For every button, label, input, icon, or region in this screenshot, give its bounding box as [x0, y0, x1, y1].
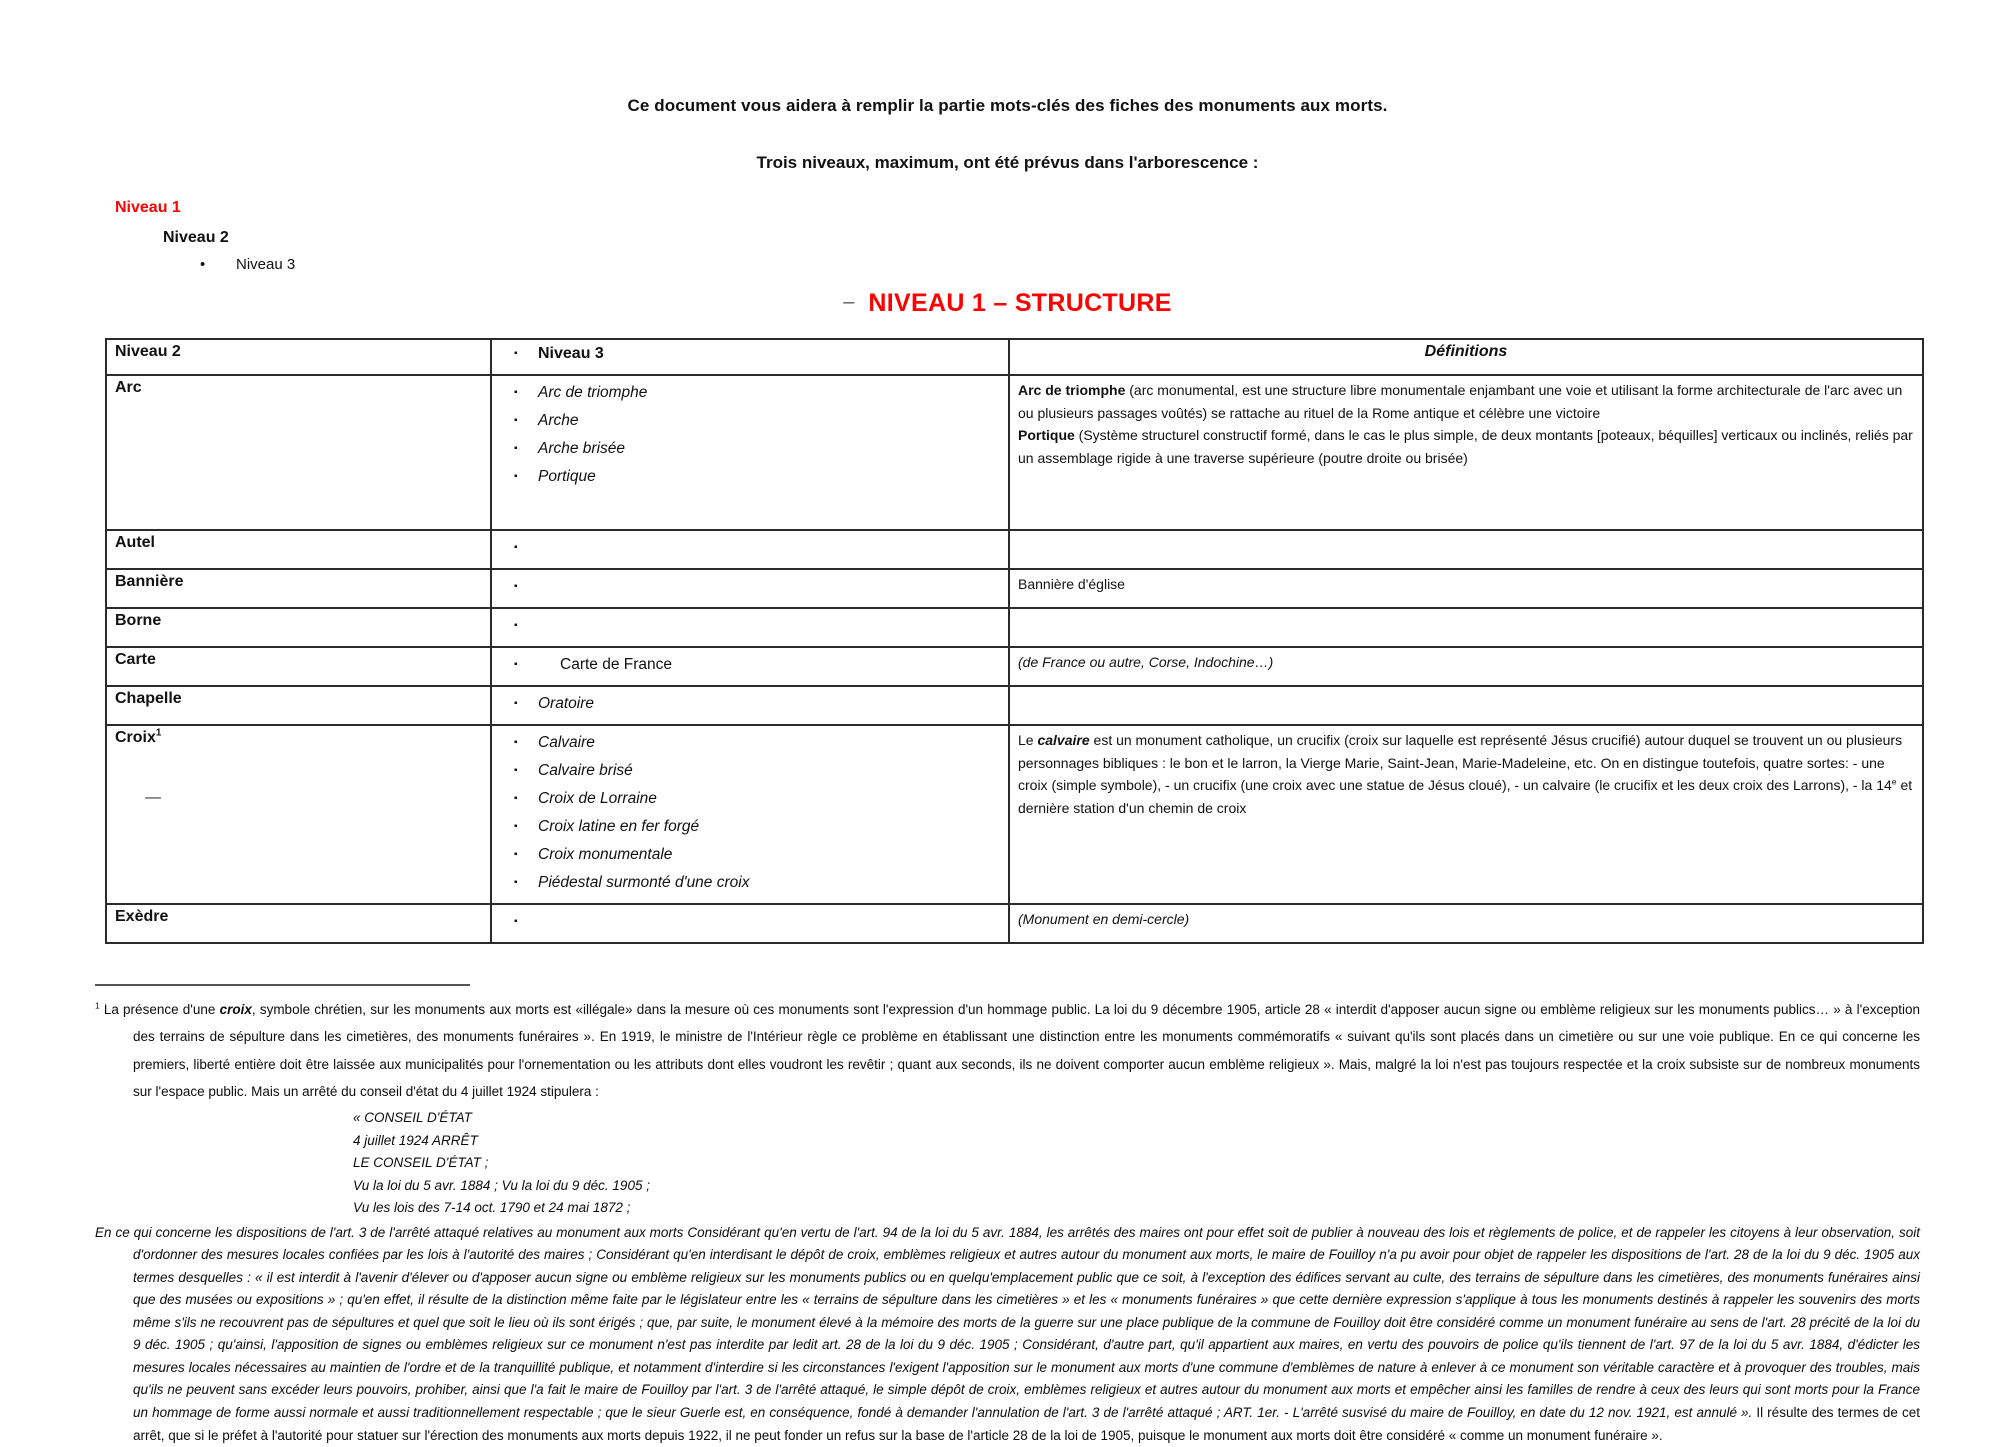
list-item-label: Arche	[538, 412, 579, 429]
level2-cell	[106, 725, 491, 904]
text-segment: croix	[219, 1002, 252, 1017]
list-item-label: Portique	[538, 468, 596, 485]
square-bullet-icon: ▪	[514, 698, 518, 709]
level-3-line	[200, 256, 1920, 273]
square-bullet-icon: ▪	[514, 793, 518, 804]
text-segment: (arc monumental, est une structure libre monumentale enjambant une voie et utilisant la forme architecturale de l'arc avec un ou plusieurs passages voûtés) se rattache au rituel de la Rome antique et célèbre une victoire	[1018, 382, 1903, 421]
level2-label: Carte	[115, 651, 156, 668]
definitions-cell	[1009, 569, 1923, 608]
list-item	[514, 466, 1000, 491]
footnote-para-2	[95, 1222, 1920, 1447]
square-bullet-icon: ▪	[514, 471, 518, 482]
table-header-row	[106, 339, 1923, 375]
list-item-label: Arche brisée	[538, 440, 626, 457]
list-item	[514, 576, 1000, 601]
table-header-definitions: Définitions	[1009, 339, 1923, 375]
table-row	[106, 647, 1923, 686]
section-heading	[95, 289, 1920, 318]
text-segment: Bannière d'église	[1018, 576, 1125, 592]
list-item	[514, 732, 1000, 757]
footnote-quote-line: Vu la loi du 5 avr. 1884 ; Vu la loi du 9 déc. 1905 ;	[353, 1177, 650, 1193]
square-bullet-icon: ▪	[514, 765, 518, 776]
square-bullet-icon: ▪	[514, 849, 518, 860]
list-item	[514, 615, 1000, 640]
level2-cell	[106, 904, 491, 943]
definitions-cell	[1009, 725, 1923, 904]
level2-label: Bannière	[115, 573, 184, 590]
definitions-cell	[1009, 647, 1923, 686]
list-item	[514, 844, 1000, 869]
list-item-label: Oratoire	[538, 695, 594, 712]
list-item-label: Piédestal surmonté d'une croix	[538, 874, 750, 891]
level2-cell	[106, 375, 491, 530]
text-segment: Arc de triomphe	[1018, 382, 1130, 398]
square-bullet-icon: ▪	[514, 387, 518, 398]
square-bullet-icon: ▪	[514, 620, 518, 631]
table-row	[106, 686, 1923, 725]
text-segment: (Monument en demi-cercle)	[1018, 911, 1190, 927]
footnote-separator	[95, 984, 470, 986]
text-segment: 1	[95, 1000, 100, 1011]
footnote-quote-line: « CONSEIL D'ÉTAT	[353, 1110, 472, 1126]
text-segment: Le	[1018, 732, 1038, 748]
level3-cell	[491, 725, 1009, 904]
footnote	[95, 996, 1920, 1447]
footnote-quote-line: LE CONSEIL D'ÉTAT ;	[353, 1155, 489, 1171]
footnote-ref: 1	[155, 727, 162, 739]
table-header-niveau2: Niveau 2	[106, 339, 491, 375]
list-item	[514, 911, 1000, 936]
dash-mark-icon: —	[145, 789, 161, 806]
square-bullet-icon: ▪	[514, 916, 518, 927]
section-heading-dash-icon: –	[843, 291, 855, 313]
level2-cell	[106, 647, 491, 686]
footnote-quote-line: 4 juillet 1924 ARRÊT	[353, 1132, 478, 1148]
list-item	[514, 410, 1000, 435]
list-item	[514, 654, 1000, 679]
list-item-label: Croix de Lorraine	[538, 790, 657, 807]
level2-cell	[106, 686, 491, 725]
definitions-cell	[1009, 608, 1923, 647]
list-item	[514, 693, 1000, 718]
level3-cell	[491, 608, 1009, 647]
level2-cell	[106, 530, 491, 569]
text-segment: (Système structurel constructif formé, dans le cas le plus simple, de deux montants [poteaux, béquilles] verticaux ou inclinés, reliés par un assemblage rigide à une traverse supérieure (poutre droite ou brisée)	[1018, 427, 1913, 467]
square-bullet-icon: ▪	[514, 877, 518, 888]
list-item	[514, 537, 1000, 562]
level2-label: Croix	[115, 729, 156, 746]
level2-label: Autel	[115, 534, 155, 551]
table-row	[106, 569, 1923, 608]
square-bullet-icon: ▪	[514, 348, 518, 359]
level3-cell	[491, 375, 1009, 530]
text-segment: En ce qui concerne les dispositions de l'art. 3 de l'arrêté attaqué relatives au monument aux morts Considérant qu'en vertu de l'art. 94 de la loi du 5 avr. 1884, les arrêtés des maires ont pour effet soit de publier à nouveau des lois et règlements de police, et de rappeler les citoyens à leur observation, soit d'ordonner des mesures locales confiées par les lois à l'autorité des maires ; Considérant qu'en interdisant le dépôt de croix, emblèmes religieux et autres autour du monument aux morts, le maire de Fouilloy n'a pu avoir pour objet de rappeler les dispositions de l'art. 28 de la loi du 9 déc. 1905 aux termes desquelles : « il est interdit à l'avenir d'élever ou d'apposer aucun signe ou emblème religieux sur les monuments publics ou en quelqu'emplacement public que ce soit, à l'exception des édifices servant au culte, des terrains de sépulture dans les cimetières, des monuments funéraires ainsi que des musées ou expositions » ; qu'en effet, il résulte de la distinction même faite par le législateur entre les « terrains de sépulture dans les cimetières » et les « monuments funéraires » que cette dernière expression s'applique à tous les monuments destinés à rappeler les souvenirs des morts même s'ils ne recouvrent pas de sépultures et quel que soit le lieu où ils sont érigés ; que, par suite, le monument élevé à la mémoire des morts de la guerre sur une place publique de la commune de Fouilloy doit être considéré comme un monument funéraire au sens de l'art. 28 précité de la loi du 9 déc. 1905 ; qu'ainsi, l'apposition de signes ou emblèmes religieux sur ce monument n'est pas interdite par ledit art. 28 de la loi du 9 déc. 1905 ; Considérant, d'autre part, qu'il appartient aux maires, en vertu des pouvoirs de police qu'ils tiennent de l'art. 97 de la loi du 5 avr. 1884, d'édicter les mesures locales nécessaires au maintien de l'ordre et de la tranquillité publique, et notamment d'interdire si les circonstances l'exigent l'apposition sur le monument aux morts d'une commune d'emblèmes de nature à enlever à ce monument son véritable caractère et à provoquer des troubles, mais qu'ils ne peuvent sans excéder leurs pouvoirs, prohiber, ainsi que l'a fait le maire de Fouilloy par l'art. 3 de l'arrêté attaqué, le simple dépôt de croix, emblèmes religieux et autres autour du monument aux morts et empêcher ainsi les familles de rendre à ceux des leurs qui sont morts pour la France un hommage de forme aussi normale et aussi traditionnellement respectable ; que le sieur Guerle est, en conséquence, fondé à demander l'annulation de l'art. 3 de l'arrêté attaqué ; ART. 1er. - L'arrêté susvisé du maire de Fouilloy, en date du 12 nov. 1921, est annulé ».	[95, 1224, 1920, 1420]
square-bullet-icon: ▪	[514, 581, 518, 592]
table-row	[106, 530, 1923, 569]
list-item	[514, 760, 1000, 785]
table-row	[106, 608, 1923, 647]
text-segment: et dernière station d'un chemin de croix	[1018, 777, 1913, 817]
footnote-para-1	[95, 996, 1920, 1105]
list-item-label: Calvaire	[538, 734, 595, 751]
level3-cell	[491, 904, 1009, 943]
list-item	[514, 816, 1000, 841]
text-segment: est un monument catholique, un crucifix (croix sur laquelle est représenté Jésus crucifié) autour duquel se trouvent un ou plusieurs personnages bibliques : le bon et le larron, la Vierge Marie, Saint-Jean, Marie-Madeleine, etc. On en distingue toutefois, quatre sortes: - une croix (simple symbole), - un crucifix (une croix avec une statue de Jésus cloué), - un calvaire (le crucifix et les deux croix des Larrons), - la 14	[1018, 732, 1903, 794]
section-heading-text: NIVEAU 1 – STRUCTURE	[868, 289, 1172, 317]
list-item	[514, 382, 1000, 407]
list-item-label: Croix monumentale	[538, 846, 673, 863]
text-segment: (de France ou autre, Corse, Indochine…)	[1018, 654, 1274, 670]
definitions-cell	[1009, 530, 1923, 569]
bullet-icon: •	[200, 256, 206, 273]
table-row	[106, 725, 1923, 904]
level-2-label: Niveau 2	[163, 229, 229, 246]
square-bullet-icon: ▪	[514, 443, 518, 454]
square-bullet-icon: ▪	[514, 415, 518, 426]
level2-label: Exèdre	[115, 908, 169, 925]
page-title: Ce document vous aidera à remplir la partie mots-clés des fiches des monuments aux morts.	[627, 96, 1388, 115]
text-segment: calvaire	[1037, 732, 1090, 748]
definitions-cell	[1009, 686, 1923, 725]
level2-label: Arc	[115, 379, 142, 396]
text-segment: Il résulte des termes de cet arrêt, que si le préfet à l'autorité pour statuer sur l'érection des monuments aux morts depuis 1922, il ne peut fonder un refus sur la base de l'article 28 de la loi de 1905, puisque le monument aux morts doit être considéré « comme un monument funéraire ».	[133, 1404, 1920, 1443]
definitions-cell	[1009, 904, 1923, 943]
list-item-label: Calvaire brisé	[538, 762, 633, 779]
definitions-cell	[1009, 375, 1923, 530]
square-bullet-icon: ▪	[514, 659, 518, 670]
table-header-niveau3	[491, 339, 1009, 375]
level2-label: Borne	[115, 612, 162, 629]
level3-cell	[491, 647, 1009, 686]
level3-cell	[491, 569, 1009, 608]
level-3-label: Niveau 3	[236, 256, 296, 273]
table-row	[106, 904, 1923, 943]
list-item	[514, 872, 1000, 897]
table-row	[106, 375, 1923, 530]
text-segment: , symbole chrétien, sur les monuments aux morts est «illégale» dans la mesure où ces monuments sont l'expression d'un hommage public. La loi du 9 décembre 1905, article 28 « interdit d'apposer aucun signe ou emblème religieux sur les monuments publics… » à l'exception des terrains de sépulture dans les cimetières, des monuments funéraires ». En 1919, le ministre de l'Intérieur règle ce problème en établissant une distinction entre les monuments commémoratifs « suivant qu'ils sont placés dans un cimetière ou sur une voie publique. En ce qui concerne les premiers, liberté entière doit être laissée aux municipalités pour l'ornementation ou les attributs dont elles voudront les revêtir ; quant aux seconds, ils ne doivent comporter aucun emblème religieux ». Mais, malgré la loi n'est pas toujours respectée et la croix subsiste sur de nombreux monuments sur l'espace public. Mais un arrêté du conseil d'état du 4 juillet 1924 stipulera :	[133, 1002, 1920, 1099]
list-item	[514, 788, 1000, 813]
level3-cell	[491, 530, 1009, 569]
square-bullet-icon: ▪	[514, 737, 518, 748]
list-item-label: Carte de France	[560, 656, 672, 673]
footnote-quote	[353, 1107, 1920, 1220]
list-item	[514, 438, 1000, 463]
square-bullet-icon: ▪	[514, 542, 518, 553]
square-bullet-icon: ▪	[514, 821, 518, 832]
level2-cell	[106, 569, 491, 608]
text-segment: Portique	[1018, 427, 1079, 444]
level-1-label: Niveau 1	[115, 199, 181, 216]
footnote-quote-line: Vu les lois des 7-14 oct. 1790 et 24 mai 1872 ;	[353, 1200, 631, 1216]
structure-table	[105, 338, 1924, 944]
page-subtitle: Trois niveaux, maximum, ont été prévus dans l'arborescence :	[756, 153, 1259, 172]
list-item-label: Arc de triomphe	[538, 384, 648, 401]
level2-label: Chapelle	[115, 690, 182, 707]
table-header-niveau3-label: Niveau 3	[538, 345, 604, 362]
level2-cell	[106, 608, 491, 647]
list-item-label: Croix latine en fer forgé	[538, 818, 700, 835]
text-segment: e	[1891, 776, 1897, 787]
text-segment: La présence d'une	[99, 1002, 220, 1017]
level3-cell	[491, 686, 1009, 725]
